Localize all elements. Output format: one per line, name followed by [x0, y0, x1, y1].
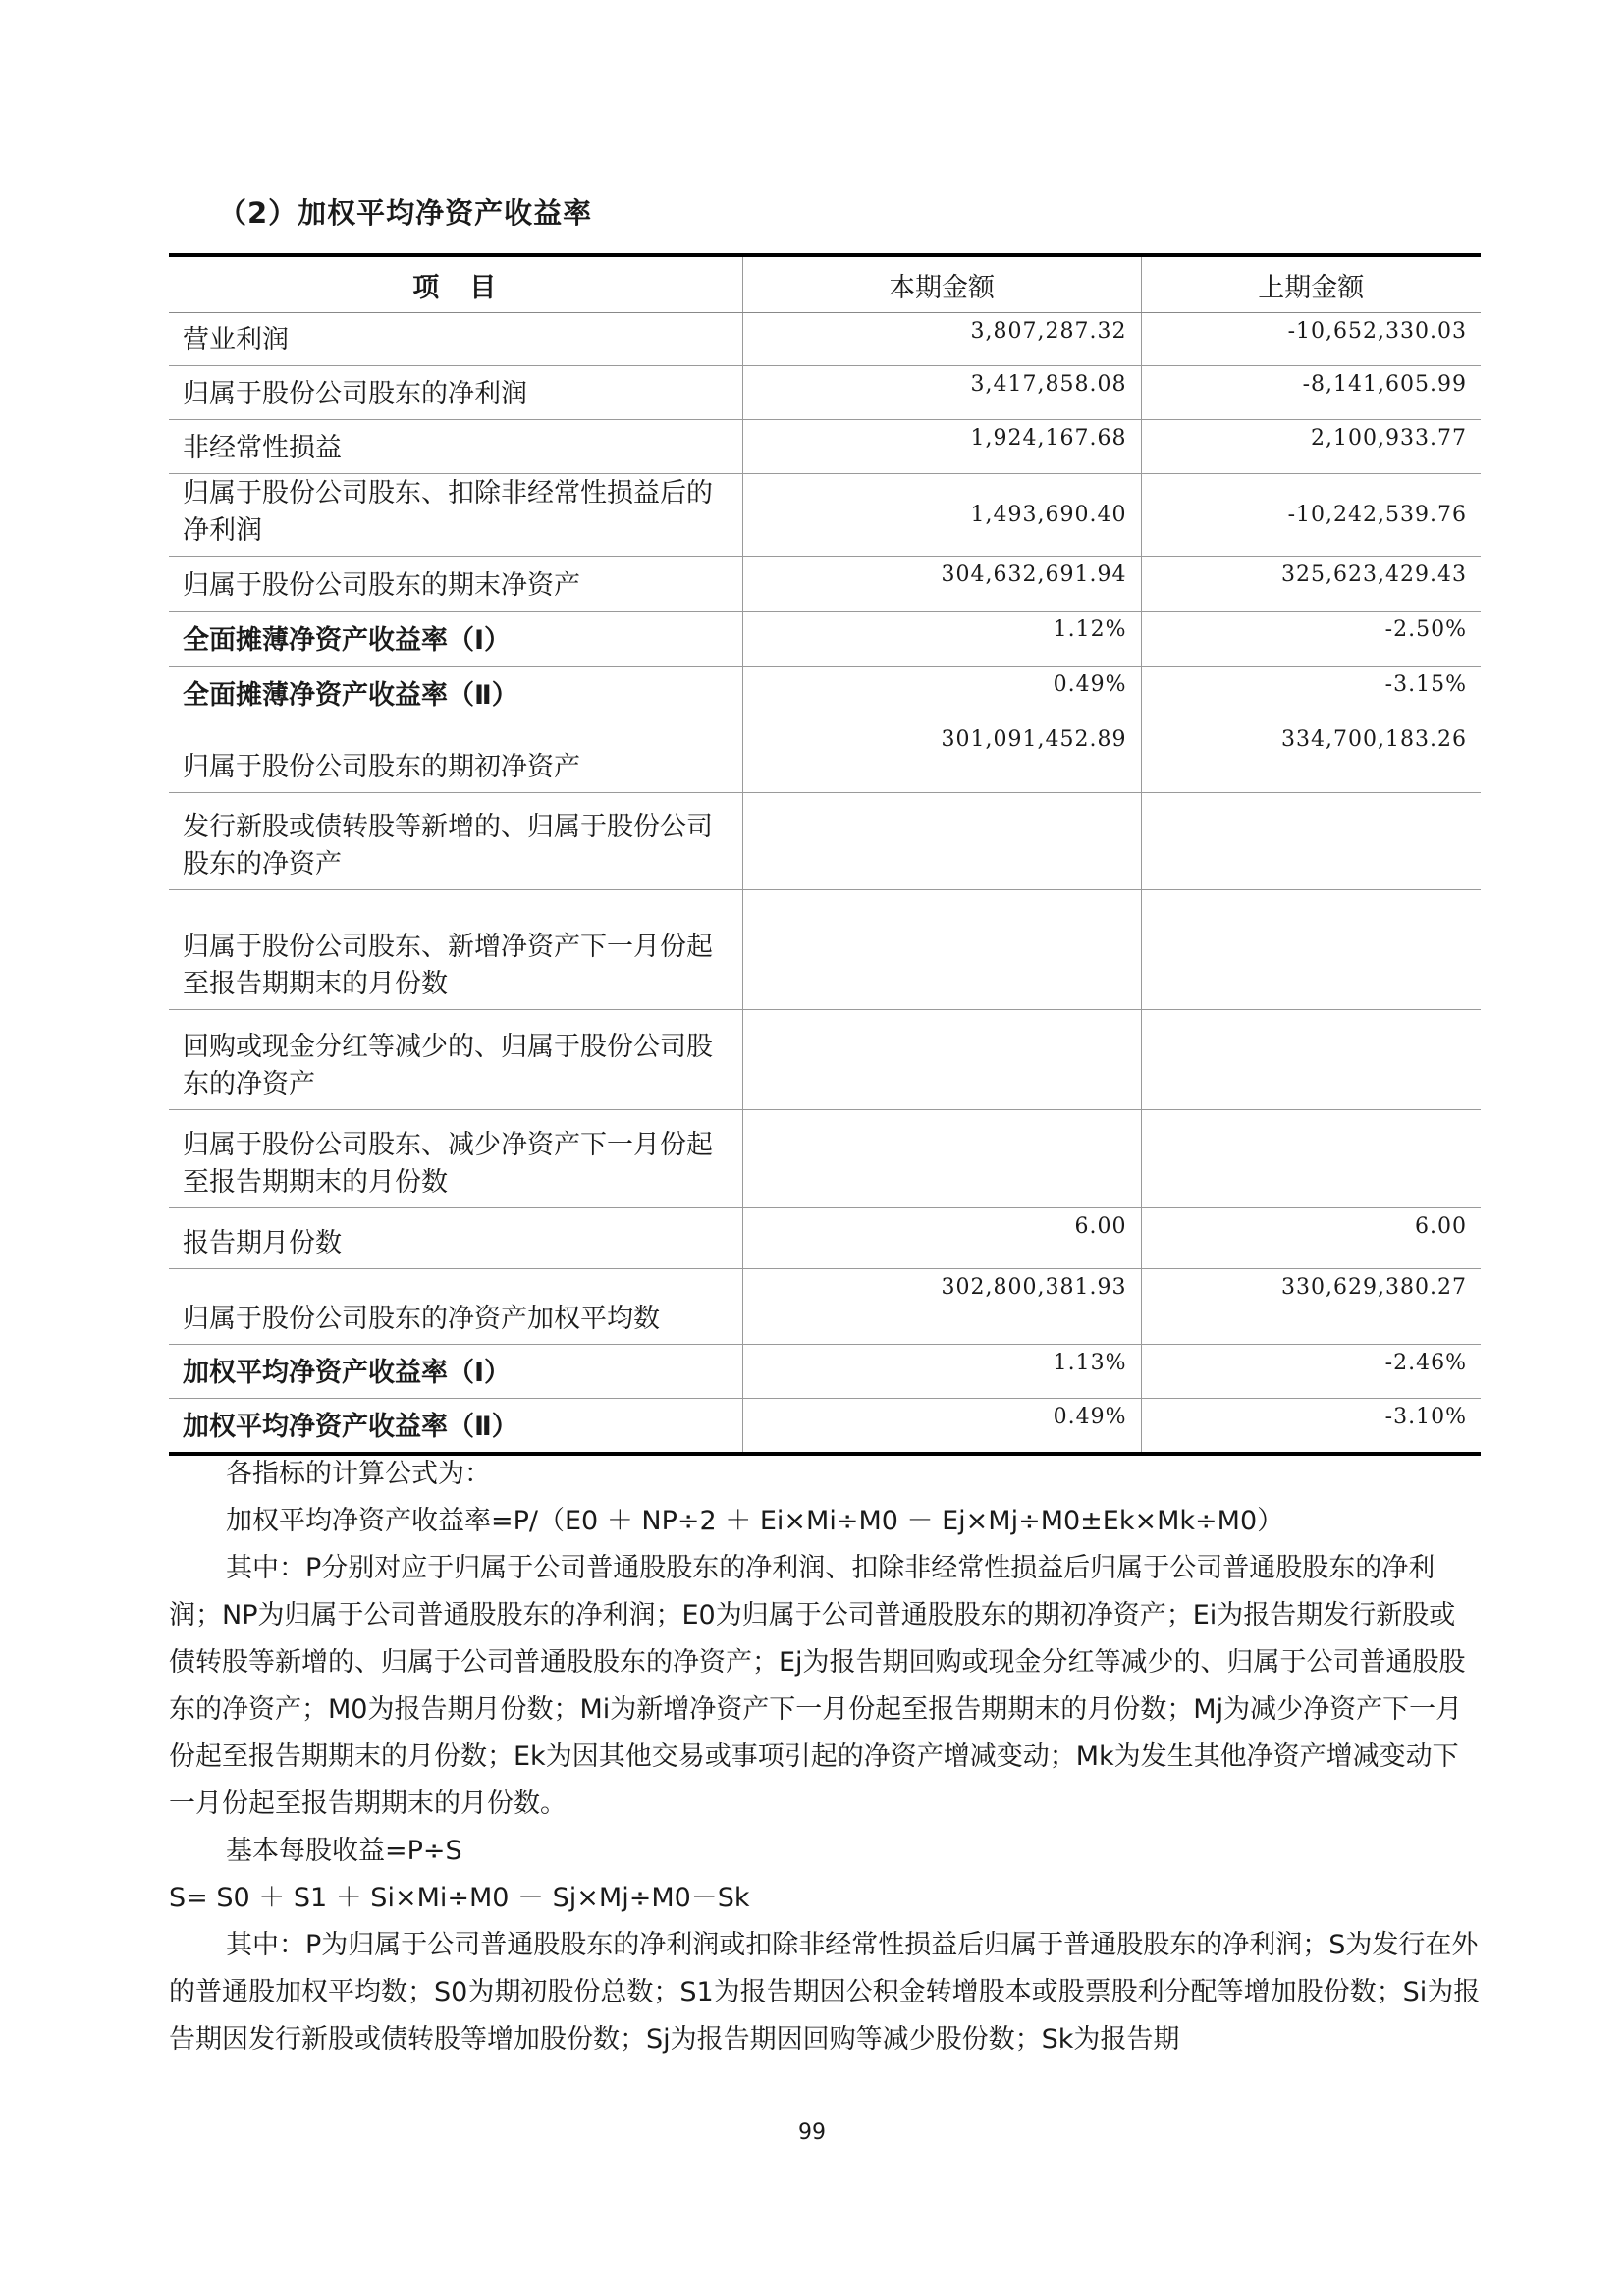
- row-label: 全面摊薄净资产收益率（Ⅱ）: [169, 667, 742, 721]
- row-current: 1.12%: [742, 612, 1141, 667]
- roe-explanation: 其中：P分别对应于归属于公司普通股股东的净利润、扣除非经常性损益后归属于公司普通股股东的净利润；NP为归属于公司普通股股东的净利润；E0为归属于公司普通股股东的期初净资产；Ei为报告期发行新股或债转股等新增的、归属于公司普通股股东的净资产；Ej为报告期回购或现金分红等减少的、归属于公司普通股股东的净资产；M0为报告期月份数；Mi为新增净资产下一月份起至报告期期末的月份数；Mj为减少净资产下一月份起至报告期期末的月份数；Ek为因其他交易或事项引起的净资产增减变动；Mk为发生其他净资产增减变动下一月份起至报告期期末的月份数。: [169, 1553, 1466, 1819]
- row-current: [742, 793, 1141, 890]
- row-label: 非经常性损益: [169, 420, 742, 474]
- row-current: 0.49%: [742, 1399, 1141, 1454]
- row-label: 加权平均净资产收益率（Ⅱ）: [169, 1399, 742, 1454]
- row-current: 304,632,691.94: [742, 557, 1141, 612]
- header-current: 本期金额: [742, 255, 1141, 313]
- row-current: 3,807,287.32: [742, 313, 1141, 366]
- row-previous: -10,242,539.76: [1141, 474, 1481, 557]
- table-row: [169, 612, 1481, 667]
- table-row: [169, 1208, 1481, 1269]
- row-previous: -8,141,605.99: [1141, 366, 1481, 420]
- row-label: 回购或现金分红等减少的、归属于股份公司股东的净资产: [169, 1010, 742, 1110]
- table-row: [169, 1399, 1481, 1454]
- table-row: [169, 890, 1481, 1010]
- table-row: [169, 793, 1481, 890]
- row-previous: [1141, 1010, 1481, 1110]
- table-row: [169, 1345, 1481, 1399]
- row-previous: -2.46%: [1141, 1345, 1481, 1399]
- row-previous: [1141, 890, 1481, 1010]
- row-label: 归属于股份公司股东、扣除非经常性损益后的净利润: [169, 474, 742, 557]
- row-label: 归属于股份公司股东的净利润: [169, 366, 742, 420]
- row-current: 6.00: [742, 1208, 1141, 1269]
- table-row: [169, 1110, 1481, 1208]
- table-row: [169, 420, 1481, 474]
- row-previous: -3.10%: [1141, 1399, 1481, 1454]
- row-current: 1,493,690.40: [742, 474, 1141, 557]
- table-row: [169, 1269, 1481, 1345]
- row-previous: -10,652,330.03: [1141, 313, 1481, 366]
- table-row: [169, 313, 1481, 366]
- row-current: [742, 1010, 1141, 1110]
- eps-formula: 基本每股收益=P÷S: [226, 1836, 462, 1866]
- roe-table: [169, 253, 1481, 1456]
- formula-section: [169, 1451, 1481, 2063]
- roe-formula: 加权平均净资产收益率=P/（E0 ＋ NP÷2 ＋ Ei×Mi÷M0 － Ej×Mj÷M0±Ek×Mk÷M0）: [226, 1506, 1284, 1536]
- formula-intro: 各指标的计算公式为：: [226, 1459, 491, 1489]
- row-label: 归属于股份公司股东的净资产加权平均数: [169, 1269, 742, 1345]
- row-previous: [1141, 793, 1481, 890]
- table-row: [169, 667, 1481, 721]
- row-previous: [1141, 1110, 1481, 1208]
- header-previous: 上期金额: [1141, 255, 1481, 313]
- table-row: [169, 474, 1481, 557]
- row-previous: 334,700,183.26: [1141, 721, 1481, 793]
- row-previous: 2,100,933.77: [1141, 420, 1481, 474]
- eps-explanation: 其中：P为归属于公司普通股股东的净利润或扣除非经常性损益后归属于普通股股东的净利润；S为发行在外的普通股加权平均数；S0为期初股份总数；S1为报告期因公积金转增股本或股票股利分配等增加股份数；Si为报告期因发行新股或债转股等增加股份数；Sj为报告期因回购等减少股份数；Sk为报告期: [169, 1930, 1481, 2055]
- row-previous: -3.15%: [1141, 667, 1481, 721]
- header-item: 项 目: [169, 255, 742, 313]
- row-label: 加权平均净资产收益率（Ⅰ）: [169, 1345, 742, 1399]
- row-previous: 6.00: [1141, 1208, 1481, 1269]
- row-label: 营业利润: [169, 313, 742, 366]
- row-label: 归属于股份公司股东、减少净资产下一月份起至报告期期末的月份数: [169, 1110, 742, 1208]
- table-row: [169, 721, 1481, 793]
- row-label: 归属于股份公司股东的期末净资产: [169, 557, 742, 612]
- row-current: 3,417,858.08: [742, 366, 1141, 420]
- row-previous: 330,629,380.27: [1141, 1269, 1481, 1345]
- row-label: 报告期月份数: [169, 1208, 742, 1269]
- row-label: 归属于股份公司股东、新增净资产下一月份起至报告期期末的月份数: [169, 890, 742, 1010]
- row-previous: -2.50%: [1141, 612, 1481, 667]
- row-current: 1,924,167.68: [742, 420, 1141, 474]
- s-formula: S= S0 ＋ S1 ＋ Si×Mi÷M0 － Sj×Mj÷M0－Sk: [169, 1883, 750, 1913]
- row-current: 301,091,452.89: [742, 721, 1141, 793]
- row-current: [742, 1110, 1141, 1208]
- row-label: 全面摊薄净资产收益率（Ⅰ）: [169, 612, 742, 667]
- table-row: [169, 1010, 1481, 1110]
- table-row: [169, 366, 1481, 420]
- row-label: 归属于股份公司股东的期初净资产: [169, 721, 742, 793]
- section-title: （2）加权平均净资产收益率: [218, 196, 593, 230]
- row-current: 0.49%: [742, 667, 1141, 721]
- table-row: [169, 557, 1481, 612]
- row-current: 302,800,381.93: [742, 1269, 1141, 1345]
- row-current: [742, 890, 1141, 1010]
- row-label: 发行新股或债转股等新增的、归属于股份公司股东的净资产: [169, 793, 742, 890]
- row-current: 1.13%: [742, 1345, 1141, 1399]
- row-previous: 325,623,429.43: [1141, 557, 1481, 612]
- table-header-row: [169, 255, 1481, 313]
- page-number: 99: [798, 2120, 826, 2145]
